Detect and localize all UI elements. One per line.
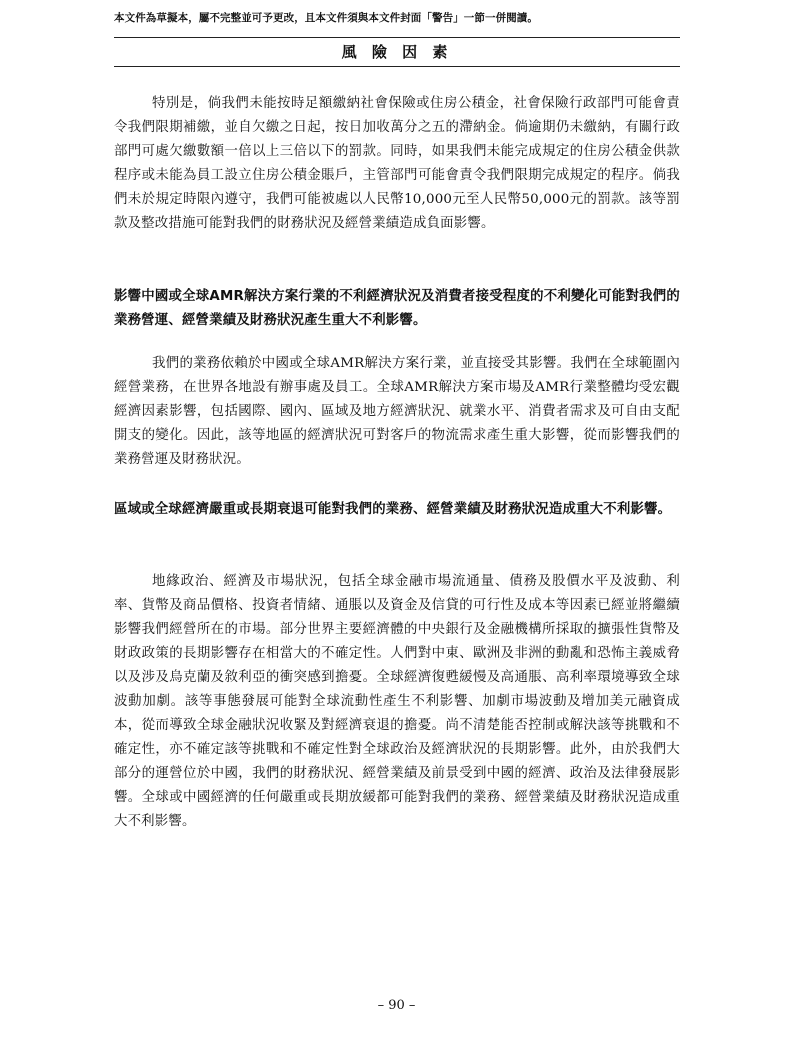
- page-number: – 90 –: [377, 998, 416, 1013]
- risk-heading-industry: 影響中國或全球AMR解決方案行業的不利經濟狀況及消費者接受程度的不利變化可能對我們的業務營運、經營業績及財務狀況產生重大不利影響。: [114, 289, 680, 328]
- draft-disclaimer: 本文件為草擬本，屬不完整並可予更改，且本文件須與本文件封面「警告」一節一併閱讀。: [114, 12, 538, 24]
- header-bottom-rule: [114, 66, 680, 67]
- paragraph-macro-conditions: 地緣政治、經濟及市場狀況，包括全球金融市場流通量、債務及股價水平及波動、利率、貨幣及商品價格、投資者情緒、通脹以及資金及信貸的可行性及成本等因素已經並將繼續影響我們經營所在的市場。部分世界主要經濟體的中央銀行及金融機構所採取的擴張性貨幣及財政政策的長期影響存在相當大的不確定性。人們對中東、歐洲及非洲的動亂和恐怖主義威脅以及涉及烏克蘭及敘利亞的衝突感到擔憂。全球經濟復甦緩慢及高通脹、高利率環境導致全球波動加劇。該等事態發展可能對全球流動性產生不利影響、加劇市場波動及增加美元融資成本，從而導致全球金融狀況收緊及對經濟衰退的擔憂。尚不清楚能否控制或解決該等挑戰和不確定性，亦不確定該等挑戰和不確定性對全球政治及經濟狀況的長期影響。此外，由於我們大部分的運營位於中國，我們的財務狀況、經營業績及前景受到中國的經濟、政治及法律發展影響。全球或中國經濟的任何嚴重或長期放緩都可能對我們的業務、經營業績及財務狀況造成重大不利影響。: [114, 574, 680, 829]
- risk-heading-recession: 區域或全球經濟嚴重或長期衰退可能對我們的業務、經營業績及財務狀況造成重大不利影響。: [114, 502, 672, 517]
- paragraph-social-insurance: 特別是，倘我們未能按時足額繳納社會保險或住房公積金，社會保險行政部門可能會責令我們限期補繳，並自欠繳之日起，按日加收萬分之五的滯納金。倘逾期仍未繳納，有關行政部門可處欠繳數額一倍以上三倍以下的罰款。同時，如果我們未能完成規定的住房公積金供款程序或未能為員工設立住房公積金賬戶，主管部門可能會責令我們限期完成規定的程序。倘我們未於規定時限內遵守，我們可能被處以人民幣10,000元至人民幣50,000元的罰款。該等罰款及整改措施可能對我們的財務狀況及經營業績造成負面影響。: [114, 96, 680, 231]
- section-title: 風 險 因 素: [341, 43, 453, 61]
- paragraph-amr-industry: 我們的業務依賴於中國或全球AMR解決方案行業，並直接受其影響。我們在全球範圍內經營業務，在世界各地設有辦事處及員工。全球AMR解決方案市場及AMR行業整體均受宏觀經濟因素影響，包括國際、國內、區域及地方經濟狀況、就業水平、消費者需求及可自由支配開支的變化。因此，該等地區的經濟狀況可對客戶的物流需求產生重大影響，從而影響我們的業務營運及財務狀況。: [114, 356, 680, 467]
- header-top-rule: [114, 37, 680, 38]
